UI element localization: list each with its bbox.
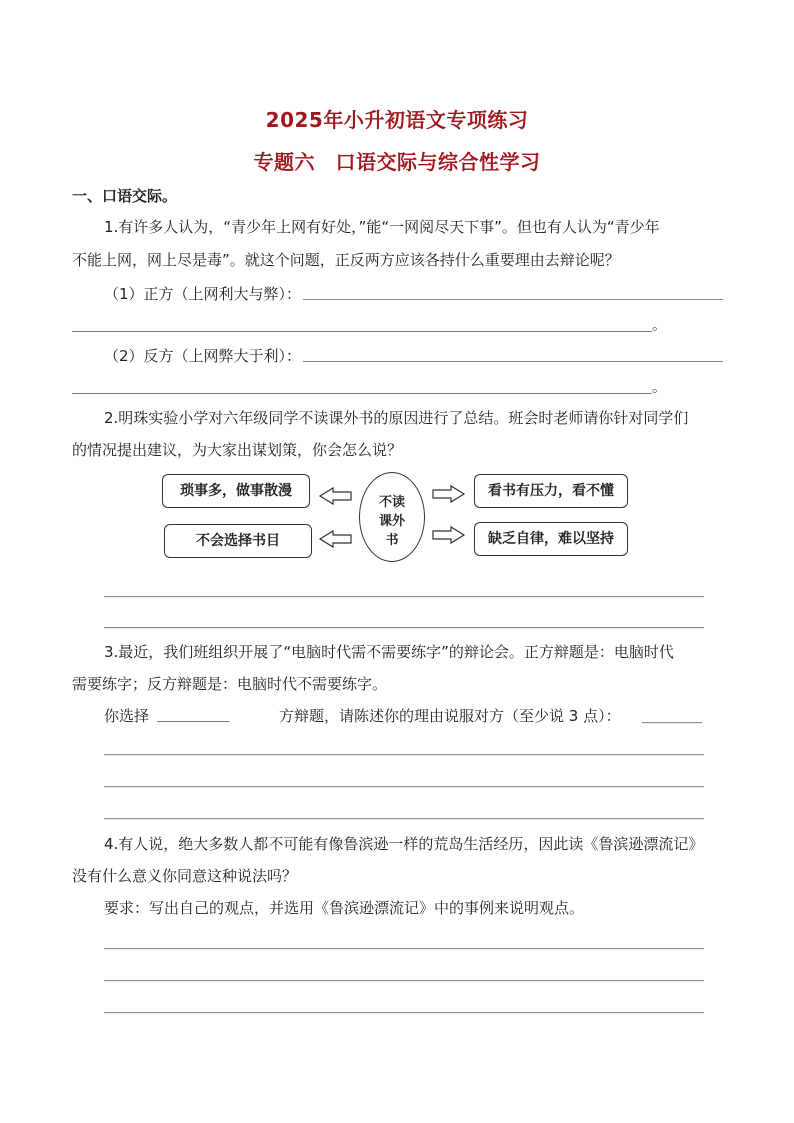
page-subtitle: 专题六 口语交际与综合性学习 bbox=[253, 150, 541, 174]
q3-answer-line3[interactable]: ＿＿＿＿＿＿＿＿＿＿＿＿＿＿＿＿＿＿＿＿＿＿＿＿＿＿＿＿＿＿＿＿＿＿＿＿＿＿＿＿ bbox=[104, 803, 705, 821]
q4-answer-line3[interactable]: ＿＿＿＿＿＿＿＿＿＿＿＿＿＿＿＿＿＿＿＿＿＿＿＿＿＿＿＿＿＿＿＿＿＿＿＿＿＿＿＿ bbox=[104, 997, 705, 1015]
reason-box-self-discipline: 缺乏自律，难以坚持 bbox=[474, 522, 628, 556]
page-title: 2025年小升初语文专项练习 bbox=[265, 108, 529, 132]
q3-answer-line1[interactable]: ＿＿＿＿＿＿＿＿＿＿＿＿＿＿＿＿＿＿＿＿＿＿＿＿＿＿＿＿＿＿＿＿＿＿＿＿＿＿＿＿ bbox=[104, 739, 705, 757]
q3-choice-tail-blank[interactable]: ＿＿＿＿ bbox=[642, 707, 703, 725]
center-topic-ellipse bbox=[359, 472, 425, 562]
q4-answer-line1[interactable]: ＿＿＿＿＿＿＿＿＿＿＿＿＿＿＿＿＿＿＿＿＿＿＿＿＿＿＿＿＿＿＿＿＿＿＿＿＿＿＿＿ bbox=[104, 933, 705, 951]
q3-choice-suffix: 方辩题，请陈述你的理由说服对方（至少说 3 点）： bbox=[279, 707, 621, 725]
q2-text-line1: 2.明珠实验小学对六年级同学不读课外书的原因进行了总结。班会时老师请你针对同学们 bbox=[104, 409, 689, 427]
arrow-left-bottom-icon bbox=[320, 531, 351, 547]
q4-requirement: 要求：写出自己的观点，并选用《鲁滨逊漂流记》中的事例来说明观点。 bbox=[104, 899, 585, 917]
q1-pro-blank[interactable]: ＿＿＿＿＿＿＿＿＿＿＿＿＿＿＿＿＿＿＿＿＿＿＿＿＿＿＿＿＿＿ bbox=[303, 286, 723, 302]
reason-box-reading-pressure: 看书有压力，看不懂 bbox=[474, 474, 628, 508]
reason-box-book-selection: 不会选择书目 bbox=[164, 524, 312, 558]
q1-text-line1: 1.有许多人认为，“青少年上网有好处，”能“一网阅尽天下事”。但也有人认为“青少年 bbox=[104, 218, 660, 236]
q3-choice-blank[interactable]: ＿＿＿＿＿ bbox=[157, 708, 230, 724]
q4-text-line2: 没有什么意义你同意这种说法吗？ bbox=[72, 867, 298, 885]
q2-text-line2: 的情况提出建议，为大家出谋划策，你会怎么说？ bbox=[72, 441, 403, 459]
q1-con-blank-line2[interactable]: ＿＿＿＿＿＿＿＿＿＿＿＿＿＿＿＿＿＿＿＿＿＿＿＿＿＿＿＿＿＿＿＿＿＿＿＿＿＿＿＿。 bbox=[72, 380, 667, 396]
section-heading: 一、口语交际。 bbox=[72, 187, 178, 205]
q3-text-line1: 3.最近，我们班组织开展了“电脑时代需不需要练字”的辩论会。正方辩题是：电脑时代 bbox=[104, 643, 674, 661]
arrow-right-bottom-icon bbox=[433, 527, 464, 543]
q1-con-blank[interactable]: ＿＿＿＿＿＿＿＿＿＿＿＿＿＿＿＿＿＿＿＿＿＿＿＿＿＿＿＿＿＿ bbox=[303, 348, 723, 364]
q2-answer-line1[interactable]: ＿＿＿＿＿＿＿＿＿＿＿＿＿＿＿＿＿＿＿＿＿＿＿＿＿＿＿＿＿＿＿＿＿＿＿＿＿＿＿＿ bbox=[104, 581, 705, 599]
arrow-right-top-icon bbox=[433, 486, 464, 502]
center-topic-line1: 不读 bbox=[378, 495, 405, 510]
q4-text-line1: 4.有人说，绝大多数人都不可能有像鲁滨逊一样的荒岛生活经历，因此读《鲁滨逊漂流记》 bbox=[104, 835, 704, 853]
q3-answer-line2[interactable]: ＿＿＿＿＿＿＿＿＿＿＿＿＿＿＿＿＿＿＿＿＿＿＿＿＿＿＿＿＿＿＿＿＿＿＿＿＿＿＿＿ bbox=[104, 771, 705, 789]
q3-text-line2: 需要练字；反方辩题是：电脑时代不需要练字。 bbox=[72, 675, 388, 693]
center-topic-line2: 课外 bbox=[378, 514, 405, 529]
reasons-diagram bbox=[158, 468, 638, 568]
q1-pro-blank-line2[interactable]: ＿＿＿＿＿＿＿＿＿＿＿＿＿＿＿＿＿＿＿＿＿＿＿＿＿＿＿＿＿＿＿＿＿＿＿＿＿＿＿＿。 bbox=[72, 318, 667, 334]
q1-con-label: （2）反方（上网弊大于利）： bbox=[104, 347, 302, 365]
q1-text-line2: 不能上网，网上尽是毒”。就这个问题，正反两方应该各持什么重要理由去辩论呢？ bbox=[72, 251, 620, 269]
q1-pro-label: （1）正方（上网利大与弊）： bbox=[104, 285, 302, 303]
q3-choice-prefix: 你选择 bbox=[104, 707, 150, 725]
q2-answer-line2[interactable]: ＿＿＿＿＿＿＿＿＿＿＿＿＿＿＿＿＿＿＿＿＿＿＿＿＿＿＿＿＿＿＿＿＿＿＿＿＿＿＿＿ bbox=[104, 612, 705, 630]
center-topic-line3: 书 bbox=[385, 533, 399, 548]
arrow-left-top-icon bbox=[320, 488, 351, 504]
q4-answer-line2[interactable]: ＿＿＿＿＿＿＿＿＿＿＿＿＿＿＿＿＿＿＿＿＿＿＿＿＿＿＿＿＿＿＿＿＿＿＿＿＿＿＿＿ bbox=[104, 965, 705, 983]
reason-box-trivial-matters: 琐事多，做事散漫 bbox=[162, 474, 310, 508]
